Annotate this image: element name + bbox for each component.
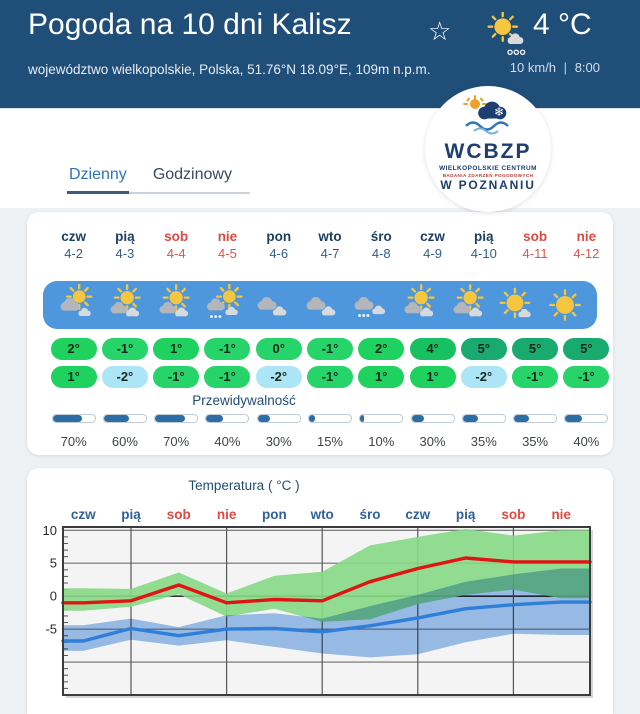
day-column-header[interactable] bbox=[509, 228, 560, 246]
current-temperature: 4 °C bbox=[533, 8, 592, 41]
favorite-star-icon[interactable]: ☆ bbox=[428, 16, 452, 46]
day-column-date[interactable] bbox=[151, 245, 202, 263]
day-date: 4-10 bbox=[470, 246, 497, 261]
day-name: śro bbox=[370, 229, 392, 244]
predictability-gauge bbox=[202, 414, 253, 423]
day-date: 4-8 bbox=[371, 246, 391, 261]
svg-text:wto: wto bbox=[310, 507, 334, 522]
temperature-chart bbox=[27, 468, 613, 714]
day-name: sob bbox=[164, 229, 189, 244]
predictability-gauge bbox=[458, 414, 509, 423]
predictability-value: 15% bbox=[316, 434, 343, 449]
predictability-value: 35% bbox=[470, 434, 497, 449]
predictability-value: 40% bbox=[573, 434, 600, 449]
wind-speed: 10 km/h bbox=[509, 60, 557, 75]
day-column-header[interactable] bbox=[253, 228, 304, 246]
low-temp-badge: 1° bbox=[358, 366, 404, 388]
tab-godzinowy[interactable]: Godzinowy bbox=[152, 166, 232, 183]
low-temp-badge: -2° bbox=[256, 366, 302, 388]
low-temp-badge: -1° bbox=[563, 366, 609, 388]
svg-text:pon: pon bbox=[262, 507, 287, 522]
day-date: 4-6 bbox=[269, 246, 289, 261]
logo-line3: W POZNANIU bbox=[440, 178, 536, 192]
predictability-gauge bbox=[48, 414, 99, 423]
temperature-chart-card bbox=[27, 468, 613, 714]
predictability-value: 10% bbox=[368, 434, 395, 449]
sun-two-clouds-icon[interactable] bbox=[149, 281, 198, 329]
logo-line2: BADANIA ZDARZEŃ POGODOWYCH bbox=[442, 173, 534, 178]
low-temp-badge: -1° bbox=[307, 366, 353, 388]
day-date: 4-5 bbox=[218, 246, 237, 261]
low-temp-badge: 1° bbox=[51, 366, 97, 388]
low-temp-badge: -1° bbox=[512, 366, 558, 388]
day-column-header[interactable] bbox=[48, 228, 99, 246]
day-date: 4-3 bbox=[115, 246, 135, 261]
day-column-header[interactable] bbox=[202, 228, 253, 246]
high-temp-cell bbox=[356, 338, 407, 360]
high-temp-cell bbox=[151, 338, 202, 360]
svg-text:sob: sob bbox=[166, 507, 191, 522]
high-temp-badge: 1° bbox=[153, 338, 199, 360]
svg-text:0: 0 bbox=[49, 588, 57, 604]
low-temp-cell bbox=[99, 366, 150, 388]
predictability-value: 40% bbox=[214, 434, 241, 449]
predictability-value: 30% bbox=[265, 434, 292, 449]
high-temp-cell bbox=[48, 338, 99, 360]
day-column-date[interactable] bbox=[253, 245, 304, 263]
svg-text:nie: nie bbox=[216, 507, 237, 522]
day-date: 4-7 bbox=[320, 246, 340, 261]
predictability-gauge bbox=[407, 414, 458, 423]
tab-dzienny[interactable]: Dzienny bbox=[67, 166, 129, 194]
svg-text:❄: ❄ bbox=[493, 105, 505, 119]
svg-text:sob: sob bbox=[501, 507, 526, 522]
low-temp-badge: -2° bbox=[461, 366, 507, 388]
predictability-gauge bbox=[253, 414, 304, 423]
low-temp-cell bbox=[509, 366, 560, 388]
snow-clouds-icon[interactable] bbox=[344, 281, 393, 329]
high-temp-badge: 4° bbox=[410, 338, 456, 360]
clouds-icon[interactable] bbox=[296, 281, 345, 329]
day-column-date[interactable] bbox=[509, 245, 560, 263]
day-date: 4-2 bbox=[64, 246, 84, 261]
location-subtitle: województwo wielkopolskie, Polska, 51.76°N 18.09°E, 109m n.p.m. bbox=[28, 62, 431, 77]
day-name: wto bbox=[318, 229, 342, 244]
predictability-label: Przewidywalność bbox=[192, 393, 296, 408]
svg-text:10: 10 bbox=[42, 522, 57, 538]
day-name: pią bbox=[115, 229, 135, 244]
svg-text:czw: czw bbox=[70, 507, 96, 522]
day-column-header[interactable] bbox=[356, 228, 407, 246]
predictability-gauge bbox=[561, 414, 612, 423]
predictability-gauge bbox=[151, 414, 202, 423]
day-names-row bbox=[48, 228, 612, 246]
predictability-value: 70% bbox=[163, 434, 190, 449]
day-column-date[interactable] bbox=[356, 245, 407, 263]
sunny-icon[interactable] bbox=[540, 281, 589, 329]
sun-two-clouds-icon[interactable] bbox=[100, 281, 149, 329]
day-column-date[interactable] bbox=[407, 245, 458, 263]
predictability-gauge bbox=[356, 414, 407, 423]
predictability-gauge bbox=[509, 414, 560, 423]
predictability-value: 60% bbox=[111, 434, 138, 449]
high-temp-badge: -1° bbox=[204, 338, 250, 360]
svg-text:pią: pią bbox=[455, 507, 476, 522]
high-temp-cell bbox=[509, 338, 560, 360]
day-dates-row bbox=[48, 245, 612, 263]
high-temps-row bbox=[48, 338, 612, 360]
predictability-value: 70% bbox=[60, 434, 87, 449]
low-temps-row bbox=[48, 366, 612, 388]
day-column-header[interactable] bbox=[151, 228, 202, 246]
day-date: 4-12 bbox=[573, 246, 600, 261]
svg-text:nie: nie bbox=[551, 507, 571, 522]
day-name: pon bbox=[266, 229, 292, 244]
day-column-date[interactable] bbox=[458, 245, 509, 263]
low-temp-cell bbox=[356, 366, 407, 388]
weather-icons-strip bbox=[43, 281, 597, 329]
high-temp-cell bbox=[407, 338, 458, 360]
high-temp-cell bbox=[458, 338, 509, 360]
low-temp-badge: -1° bbox=[204, 366, 250, 388]
logo-acronym: WCBZP bbox=[444, 140, 532, 163]
day-date: 4-11 bbox=[522, 246, 548, 261]
low-temp-cell bbox=[407, 366, 458, 388]
high-temp-badge: 0° bbox=[256, 338, 302, 360]
high-temp-badge: 5° bbox=[461, 338, 507, 360]
low-temp-cell bbox=[151, 366, 202, 388]
day-column-date[interactable] bbox=[561, 245, 612, 263]
low-temp-cell bbox=[253, 366, 304, 388]
day-name: pią bbox=[474, 229, 494, 244]
wcbzp-logo[interactable] bbox=[425, 86, 551, 212]
predictability-gauge bbox=[304, 414, 355, 423]
sun-behind-clouds-icon[interactable] bbox=[51, 281, 100, 329]
low-temp-cell bbox=[304, 366, 355, 388]
day-name: nie bbox=[576, 229, 597, 244]
low-temp-cell bbox=[202, 366, 253, 388]
day-column-date[interactable] bbox=[202, 245, 253, 263]
predictability-value: 35% bbox=[522, 434, 549, 449]
logo-line1: WIELKOPOLSKIE CENTRUM bbox=[439, 165, 537, 172]
day-date: 4-4 bbox=[166, 246, 186, 261]
chart-title: Temperatura ( °C ) bbox=[188, 478, 300, 493]
high-temp-badge: 2° bbox=[51, 338, 97, 360]
sun-small-cloud-icon[interactable] bbox=[491, 281, 540, 329]
day-name: nie bbox=[217, 229, 238, 244]
low-temp-cell bbox=[561, 366, 612, 388]
predictability-value: 30% bbox=[419, 434, 446, 449]
svg-text:śro: śro bbox=[359, 507, 381, 522]
day-column-date[interactable] bbox=[48, 245, 99, 263]
view-tabs bbox=[67, 166, 250, 194]
day-name: sob bbox=[523, 229, 548, 244]
day-column-header[interactable] bbox=[458, 228, 509, 246]
high-temp-badge: 2° bbox=[358, 338, 404, 360]
low-temp-cell bbox=[458, 366, 509, 388]
svg-text:5: 5 bbox=[49, 555, 57, 571]
day-name: czw bbox=[61, 229, 87, 244]
predictability-gauge bbox=[99, 414, 150, 423]
low-temp-badge: -1° bbox=[153, 366, 199, 388]
current-time: 8:00 bbox=[574, 60, 600, 75]
high-temp-badge: -1° bbox=[102, 338, 148, 360]
current-weather-icon bbox=[486, 12, 532, 61]
svg-text:czw: czw bbox=[405, 507, 431, 522]
high-temp-cell bbox=[561, 338, 612, 360]
high-temp-badge: -1° bbox=[307, 338, 353, 360]
sun-two-clouds-icon[interactable] bbox=[393, 281, 442, 329]
sun-snow-cloud-icon[interactable] bbox=[198, 281, 247, 329]
day-column-header[interactable] bbox=[99, 228, 150, 246]
predictability-values-row bbox=[48, 423, 612, 449]
high-temp-cell bbox=[202, 338, 253, 360]
day-column-header[interactable] bbox=[561, 228, 612, 246]
high-temp-cell bbox=[304, 338, 355, 360]
wind-and-time bbox=[510, 60, 600, 75]
high-temp-badge: 5° bbox=[563, 338, 609, 360]
svg-text:pią: pią bbox=[121, 507, 141, 522]
day-name: czw bbox=[420, 229, 445, 244]
logo-graphic-icon bbox=[452, 95, 524, 137]
day-date: 4-9 bbox=[423, 246, 442, 261]
clouds-icon[interactable] bbox=[247, 281, 296, 329]
low-temp-badge: -2° bbox=[102, 366, 148, 388]
page-title: Pogoda na 10 dni Kalisz bbox=[28, 8, 352, 41]
separator: | bbox=[563, 60, 568, 75]
low-temp-cell bbox=[48, 366, 99, 388]
predictability-gauges-row bbox=[48, 414, 612, 423]
day-column-header[interactable] bbox=[304, 228, 355, 246]
daily-forecast-card bbox=[27, 212, 613, 455]
day-column-date[interactable] bbox=[304, 245, 355, 263]
high-temp-cell bbox=[99, 338, 150, 360]
sun-two-clouds-icon[interactable] bbox=[442, 281, 491, 329]
high-temp-badge: 5° bbox=[512, 338, 558, 360]
day-column-date[interactable] bbox=[99, 245, 150, 263]
svg-text:-5: -5 bbox=[45, 621, 57, 637]
low-temp-badge: 1° bbox=[410, 366, 456, 388]
high-temp-cell bbox=[253, 338, 304, 360]
day-column-header[interactable] bbox=[407, 228, 458, 246]
